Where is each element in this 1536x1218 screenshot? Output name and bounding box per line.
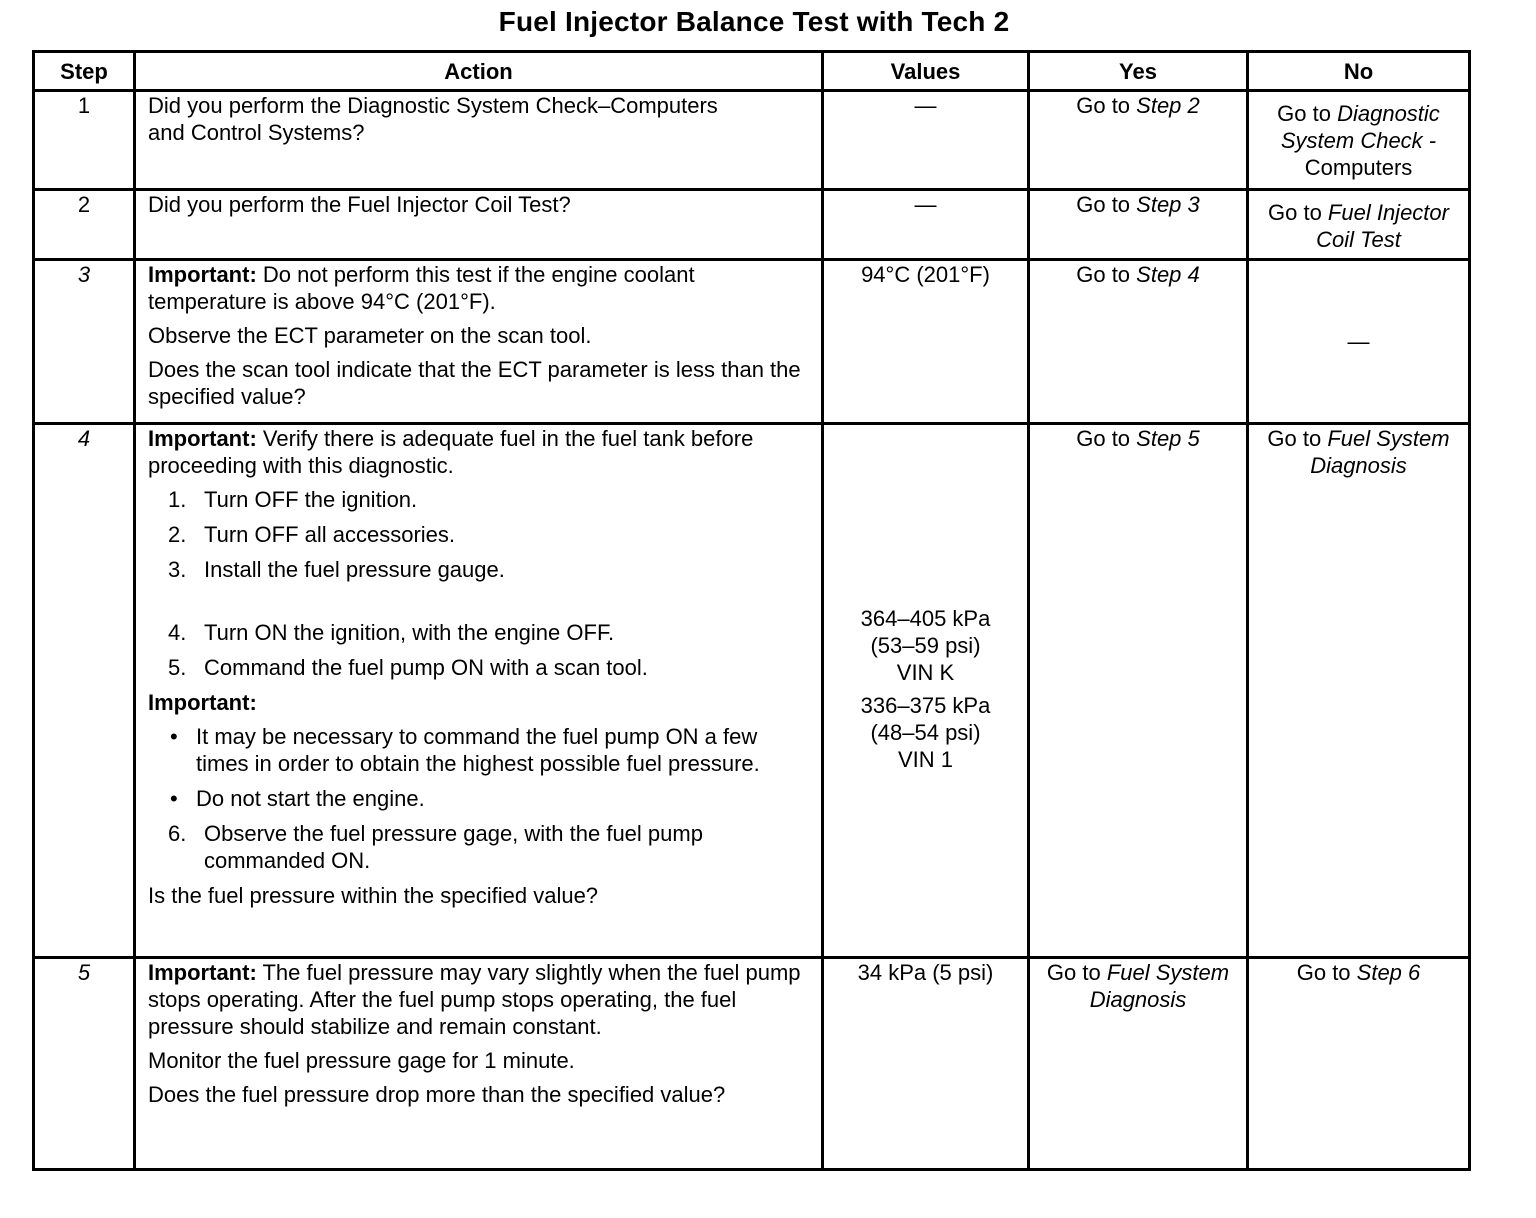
header-action: Action bbox=[135, 52, 823, 91]
header-values: Values bbox=[823, 52, 1029, 91]
value-vin: VIN K bbox=[896, 660, 955, 685]
list-number: 1. bbox=[168, 487, 187, 512]
bullet-text: Do not start the engine. bbox=[196, 786, 425, 811]
list-text: Observe the fuel pressure gage, with the fuel pump commanded ON. bbox=[204, 821, 703, 873]
important-text: Verify there is adequate fuel in the fuel tank before proceeding with this diagnostic. bbox=[148, 426, 754, 478]
important-text: The fuel pressure may vary slightly when the fuel pump stops operating. After the fuel pump stops operating, the fuel pressure should stabilize and remain constant. bbox=[148, 960, 801, 1039]
action-text: Did you perform the Fuel Injector Coil Test? bbox=[148, 192, 571, 217]
yes-cell[interactable] bbox=[1029, 424, 1248, 958]
yes-link[interactable]: Step 5 bbox=[1136, 426, 1200, 451]
no-link[interactable]: Fuel System Diagnosis bbox=[1310, 426, 1450, 478]
important-label: Important: bbox=[148, 960, 257, 985]
value-range-psi: (48–54 psi) bbox=[870, 720, 981, 745]
page-title: Fuel Injector Balance Test with Tech 2 bbox=[498, 6, 1010, 37]
yes-cell[interactable] bbox=[1029, 260, 1248, 424]
bullet-icon: • bbox=[170, 786, 178, 811]
value-range: 336–375 kPa bbox=[860, 693, 991, 718]
value-vin: VIN 1 bbox=[897, 747, 954, 772]
table-row bbox=[34, 91, 1470, 190]
yes-link[interactable]: Step 4 bbox=[1136, 262, 1200, 287]
action-text: Monitor the fuel pressure gage for 1 minute. bbox=[148, 1048, 575, 1073]
no-link[interactable]: Step 6 bbox=[1356, 960, 1421, 985]
yes-prefix: Go to bbox=[1076, 262, 1137, 287]
important-text: Do not perform this test if the engine coolant temperature is above 94°C (201°F). bbox=[148, 262, 695, 314]
yes-link[interactable]: Step 3 bbox=[1136, 192, 1200, 217]
list-item bbox=[168, 619, 809, 646]
list-item bbox=[168, 556, 809, 583]
header-no: No bbox=[1248, 52, 1470, 91]
no-prefix: Go to bbox=[1268, 200, 1328, 225]
no-cell bbox=[1248, 260, 1470, 424]
value-group-vin-k bbox=[836, 605, 1015, 686]
yes-cell[interactable] bbox=[1029, 91, 1248, 190]
important-label: Important: bbox=[148, 426, 257, 451]
list-text: Command the fuel pump ON with a scan tool. bbox=[204, 655, 648, 680]
no-cell[interactable] bbox=[1248, 424, 1470, 958]
important-label: Important: bbox=[148, 690, 257, 715]
bullet-item bbox=[170, 785, 809, 812]
table-row bbox=[34, 260, 1470, 424]
bullet-item bbox=[170, 723, 809, 777]
step-number: 2 bbox=[34, 190, 135, 260]
values-cell bbox=[823, 190, 1029, 260]
important-label: Important: bbox=[148, 262, 257, 287]
header-yes: Yes bbox=[1029, 52, 1248, 91]
yes-cell[interactable] bbox=[1029, 190, 1248, 260]
header-step: Step bbox=[34, 52, 135, 91]
yes-prefix: Go to bbox=[1076, 426, 1137, 451]
value-group-vin-1 bbox=[836, 692, 1015, 773]
step-number: 5 bbox=[34, 958, 135, 1170]
action-text: Did you perform the Diagnostic System Check–Computers bbox=[148, 93, 718, 118]
list-number: 3. bbox=[168, 557, 187, 582]
list-text: Turn OFF the ignition. bbox=[204, 487, 418, 512]
values-cell bbox=[823, 424, 1029, 958]
value-range-psi: (53–59 psi) bbox=[870, 633, 981, 658]
bullet-icon: • bbox=[170, 724, 178, 749]
no-link[interactable]: Fuel Injector Coil Test bbox=[1316, 200, 1449, 252]
values-cell bbox=[823, 91, 1029, 190]
list-number: 2. bbox=[168, 522, 187, 547]
no-cell[interactable] bbox=[1248, 958, 1470, 1170]
list-number: 6. bbox=[168, 821, 187, 846]
yes-prefix: Go to bbox=[1046, 960, 1107, 985]
yes-link[interactable]: Step 2 bbox=[1136, 93, 1200, 118]
action-cell bbox=[135, 424, 823, 958]
no-cell[interactable] bbox=[1248, 91, 1470, 190]
no-prefix: Go to bbox=[1267, 426, 1328, 451]
list-text: Turn OFF all accessories. bbox=[204, 522, 456, 547]
no-suffix: Computers bbox=[1304, 155, 1413, 180]
empty-value-dash: — bbox=[914, 93, 937, 118]
table-row bbox=[34, 190, 1470, 260]
action-cell bbox=[135, 91, 823, 190]
action-text: and Control Systems? bbox=[148, 120, 365, 145]
no-link[interactable]: Diagnostic System Check - bbox=[1280, 101, 1440, 153]
yes-prefix: Go to bbox=[1076, 192, 1137, 217]
step-number: 1 bbox=[34, 91, 135, 190]
table-header-row bbox=[34, 52, 1470, 91]
list-item bbox=[168, 521, 809, 548]
values-cell: 34 kPa (5 psi) bbox=[823, 958, 1029, 1170]
important-note bbox=[148, 425, 809, 479]
action-question: Does the scan tool indicate that the ECT parameter is less than the specified value? bbox=[148, 357, 801, 409]
action-cell bbox=[135, 260, 823, 424]
action-question: Is the fuel pressure within the specified value? bbox=[148, 883, 599, 908]
list-item bbox=[168, 820, 809, 874]
action-question: Does the fuel pressure drop more than the specified value? bbox=[148, 1082, 726, 1107]
important-note bbox=[148, 261, 809, 315]
list-number: 5. bbox=[168, 655, 187, 680]
list-text: Turn ON the ignition, with the engine OFF. bbox=[204, 620, 615, 645]
bullet-text: It may be necessary to command the fuel pump ON a few times in order to obtain the highest possible fuel pressure. bbox=[196, 724, 760, 776]
list-item bbox=[168, 486, 809, 513]
action-cell bbox=[135, 190, 823, 260]
list-number: 4. bbox=[168, 620, 187, 645]
step-number: 4 bbox=[34, 424, 135, 958]
empty-value-dash: — bbox=[914, 192, 937, 217]
table-row bbox=[34, 424, 1470, 958]
action-cell bbox=[135, 958, 823, 1170]
yes-prefix: Go to bbox=[1076, 93, 1137, 118]
diagnostic-table bbox=[32, 50, 1471, 1171]
table-row bbox=[34, 958, 1470, 1170]
no-prefix: Go to bbox=[1277, 101, 1338, 126]
list-item bbox=[168, 654, 809, 681]
list-text: Install the fuel pressure gauge. bbox=[204, 557, 505, 582]
no-prefix: Go to bbox=[1296, 960, 1357, 985]
no-cell[interactable] bbox=[1248, 190, 1470, 260]
yes-link[interactable]: Fuel System Diagnosis bbox=[1089, 960, 1230, 1012]
empty-value-dash: — bbox=[1347, 329, 1370, 354]
action-text: Observe the ECT parameter on the scan tool. bbox=[148, 323, 592, 348]
value-range: 364–405 kPa bbox=[860, 606, 991, 631]
values-cell: 94°C (201°F) bbox=[823, 260, 1029, 424]
important-note bbox=[148, 959, 809, 1040]
step-number: 3 bbox=[34, 260, 135, 424]
yes-cell[interactable] bbox=[1029, 958, 1248, 1170]
